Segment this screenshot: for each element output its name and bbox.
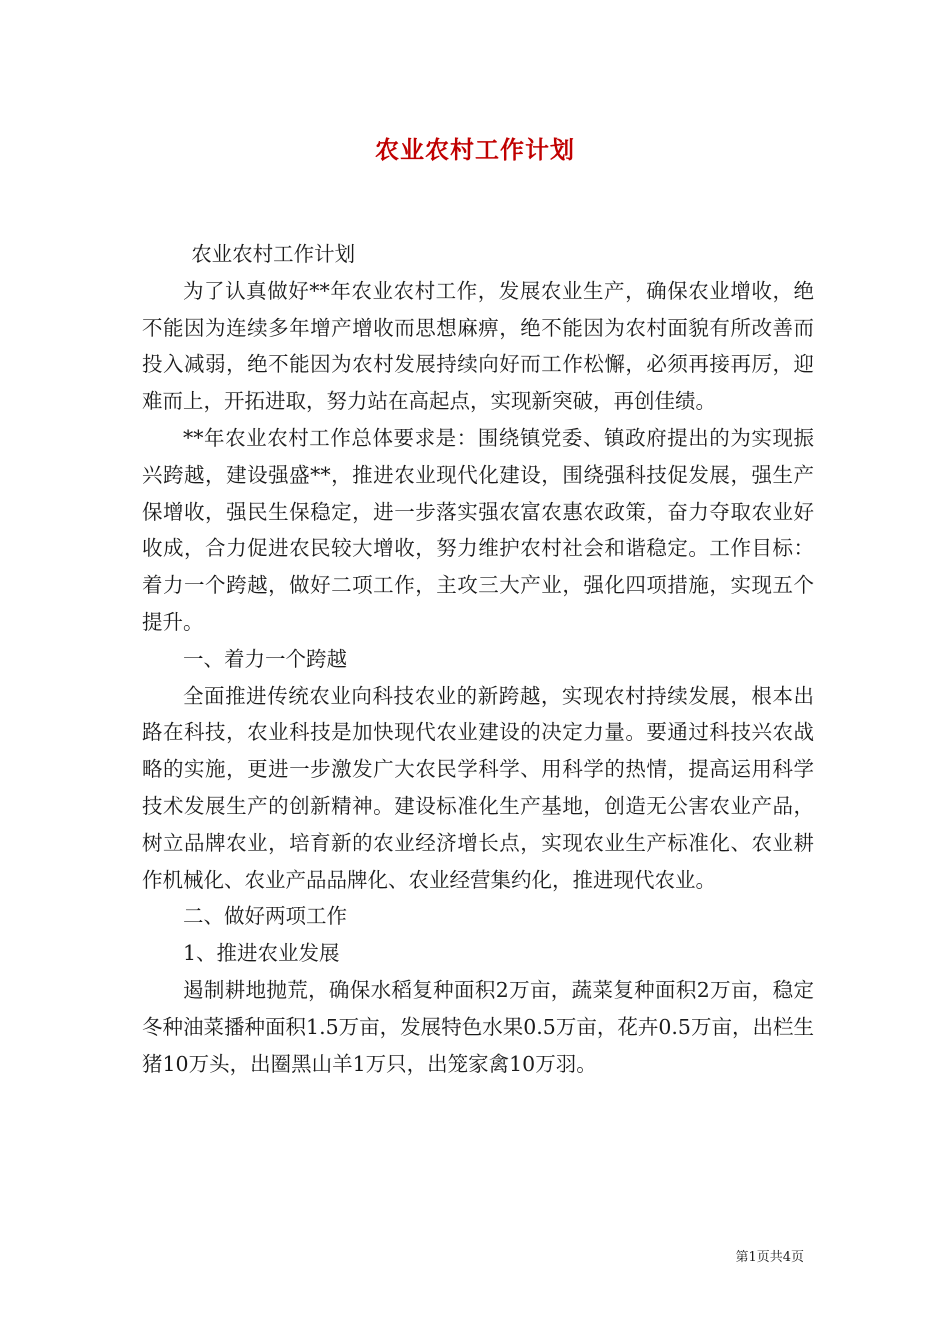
document-title: 农业农村工作计划: [375, 135, 575, 164]
body-paragraph-heading: 农业农村工作计划: [191, 242, 356, 266]
body-paragraph-requirements: **年农业农村工作总体要求是：围绕镇党委、镇政府提出的为实现振兴跨越，建设强盛**，推进农业现代化建设，围绕强科技促发展，强生产保增收，强民生保稳定，进一步落实强农富农惠农政策，奋力夺取农业好收成，合力促进农民较大增收，努力维护农村社会和谐稳定。工作目标：着力一个跨越，做好二项工作，主攻三大产业，强化四项措施，实现五个提升。: [142, 425, 814, 634]
section-heading-one: 一、着力一个跨越: [183, 646, 347, 671]
body-paragraph-intro: 为了认真做好**年农业农村工作，发展农业生产，确保农业增收，绝不能因为连续多年增产增收而思想麻痹，绝不能因为农村面貌有所改善而投入减弱，绝不能因为农村发展持续向好而工作松懈，必须再接再厉，迎难而上，开拓进取，努力站在高起点，实现新突破，再创佳绩。: [142, 278, 814, 414]
subsection-heading-one: 1、推进农业发展: [183, 941, 340, 966]
body-paragraph-subsection-one: 遏制耕地抛荒，确保水稻复种面积2万亩，蔬菜复种面积2万亩，稳定冬种油菜播种面积1.5万亩，发展特色水果0.5万亩，花卉0.5万亩，出栏生猪10万头，出圈黑山羊1万只，出笼家禽10万羽。: [142, 977, 814, 1076]
section-heading-two: 二、做好两项工作: [183, 904, 347, 929]
page-number: 第1页共4页: [735, 1250, 804, 1265]
document-body: [142, 236, 814, 1082]
body-paragraph-section-one: 全面推进传统农业向科技农业的新跨越，实现农村持续发展，根本出路在科技，农业科技是加快现代农业建设的决定力量。要通过科技兴农战略的实施，更进一步激发广大农民学科学、用科学的热情，提高运用科学技术发展生产的创新精神。建设标准化生产基地，创造无公害农业产品，树立品牌农业，培育新的农业经济增长点，实现农业生产标准化、农业耕作机械化、农业产品品牌化、农业经营集约化，推进现代农业。: [142, 683, 814, 892]
